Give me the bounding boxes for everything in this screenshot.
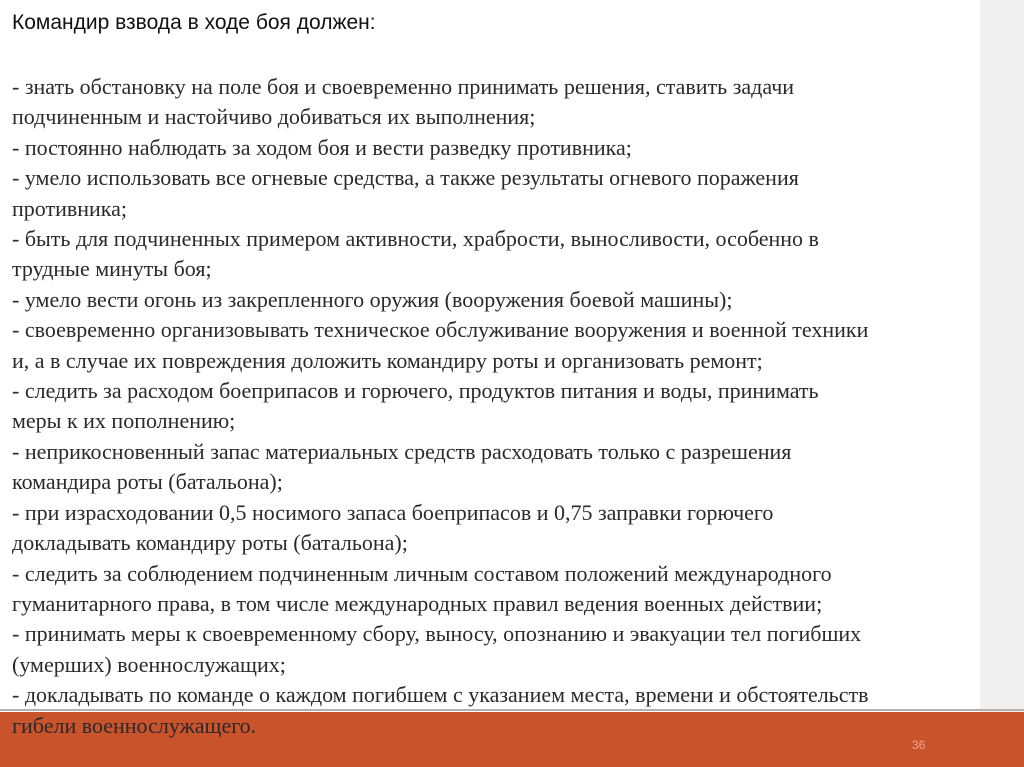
duty-line: - принимать меры к своевременному сбору, выносу, опознанию и эвакуации тел погибших	[12, 621, 862, 647]
duty-line: противника;	[12, 195, 128, 221]
duty-line: - знать обстановку на поле боя и своевременно принимать решения, ставить задачи	[12, 74, 795, 99]
duty-line: гуманитарного права, в том числе международных правил ведения военных действии;	[12, 590, 823, 616]
duty-line: (умерших) военнослужащих;	[12, 651, 286, 677]
duty-line: - умело использовать все огневые средства, а также результаты огневого поражения	[12, 165, 799, 191]
duty-line: меры к их пополнению;	[12, 408, 236, 434]
duty-line: - постоянно наблюдать за ходом боя и вести разведку противника;	[12, 134, 632, 160]
slide-title: Командир взвода в ходе боя должен:	[12, 11, 376, 34]
duty-line: и, а в случае их повреждения доложить командиру роты и организовать ремонт;	[12, 347, 763, 373]
duty-line: гибели военнослужащего.	[12, 712, 257, 738]
duty-line: - следить за соблюдением подчиненным личным составом положений международного	[12, 560, 832, 586]
page-number: 36	[912, 738, 926, 752]
duty-line: - при израсходовании 0,5 носимого запаса боеприпасов и 0,75 заправки горючего	[12, 499, 774, 525]
duty-line: докладывать командиру роты (батальона);	[12, 530, 408, 556]
duty-line: подчиненным и настойчиво добиваться их выполнения;	[12, 104, 536, 130]
duty-line: - умело вести огонь из закрепленного оружия (вооружения боевой машины);	[12, 286, 733, 312]
duty-line: - докладывать по команде о каждом погибшем с указанием места, времени и обстоятельств	[12, 682, 869, 708]
duty-line: - быть для подчиненных примером активности, храбрости, выносливости, особенно в	[12, 226, 819, 252]
duty-list	[12, 72, 1022, 741]
duty-line: - следить за расходом боеприпасов и горючего, продуктов питания и воды, принимать	[12, 378, 819, 404]
duty-line: командира роты (батальона);	[12, 469, 283, 495]
duty-line: трудные минуты боя;	[12, 256, 212, 282]
duty-line: - неприкосновенный запас материальных средств расходовать только с разрешения	[12, 438, 792, 464]
duty-line: - своевременно организовывать техническое обслуживание вооружения и военной техники	[12, 317, 869, 343]
